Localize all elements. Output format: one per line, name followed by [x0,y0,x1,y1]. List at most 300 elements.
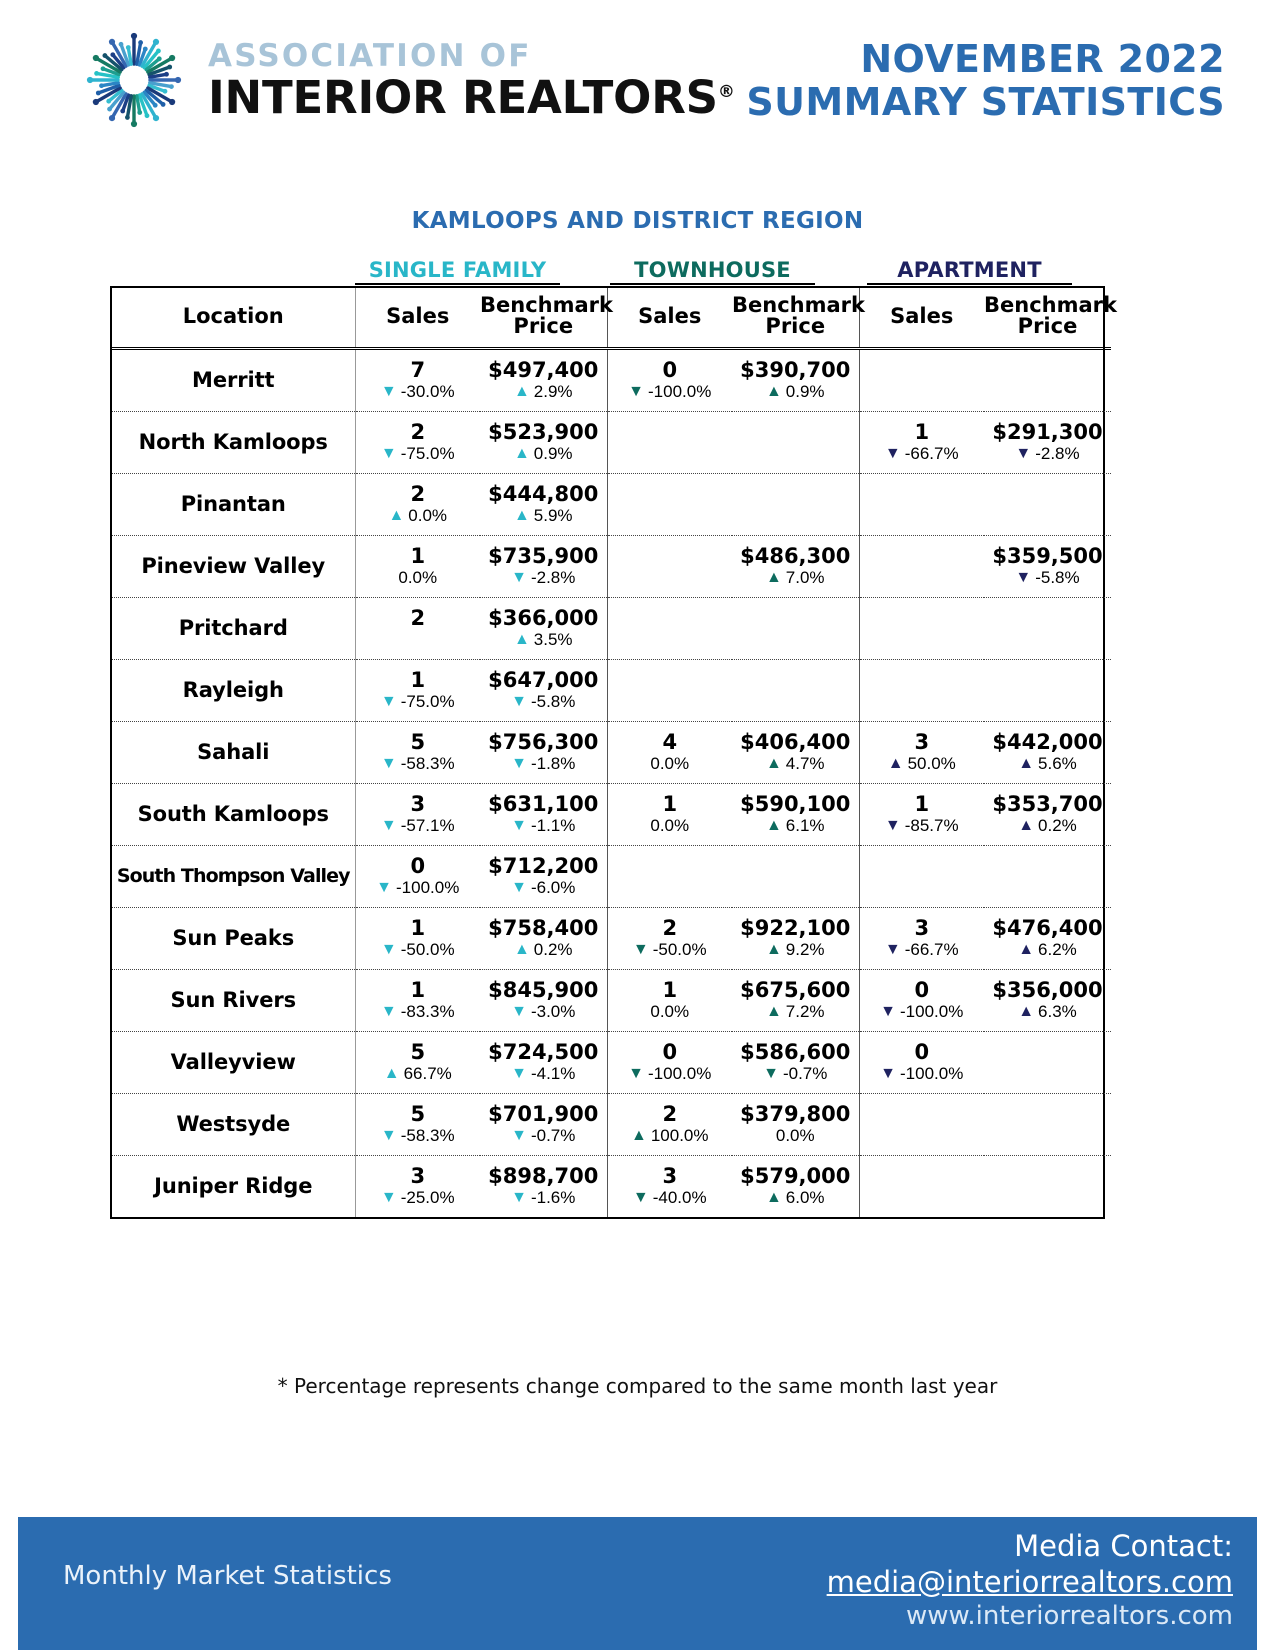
ap-sales-change-text: -66.7% [904,940,959,960]
cell-ap-sales [859,535,984,597]
cell-ap-benchmark [984,907,1111,969]
arrow-down-icon: ▼ [884,941,901,959]
cell-ap-sales [859,473,984,535]
th-benchmark-change-text: 0.9% [785,382,825,402]
cell-th-benchmark [732,907,859,969]
th-sales-change-text: 0.0% [650,754,690,774]
table-row [112,597,1111,659]
footer-bar [18,1517,1257,1650]
sf-sales-change [398,569,437,587]
th-sales-change-text: -50.0% [652,940,707,960]
statistics-table [110,286,1117,1219]
ap-sales-change [885,941,959,959]
th-sales-change [650,755,689,773]
ap-benchmark-change-text: 5.6% [1038,754,1077,774]
arrow-down-icon: ▼ [884,445,901,463]
arrow-down-icon: ▼ [880,1065,896,1083]
cell-sf-sales [355,969,480,1031]
sf-sales-value: 5 [410,1040,426,1065]
th-benchmark-value: $486,300 [740,544,851,569]
cell-sf-sales [355,473,480,535]
sf-sales-change [376,879,459,897]
th-benchmark-change-text: 7.0% [785,568,825,588]
footer-contact-block [827,1529,1233,1632]
sf-sales-change [381,383,455,401]
sf-benchmark-value: $712,200 [488,854,599,879]
sf-sales-value: 2 [410,605,426,630]
cell-th-benchmark [732,473,859,535]
th-sales-value: 4 [662,730,678,755]
table-row [112,1031,1111,1093]
cell-ap-benchmark [984,721,1111,783]
cell-ap-benchmark [984,783,1111,845]
cell-sf-benchmark [480,411,607,473]
arrow-down-icon: ▼ [511,755,527,773]
group-label-single-family: SINGLE FAMILY [355,258,560,285]
ap-benchmark-change [1015,445,1079,463]
cell-sf-benchmark [480,473,607,535]
th-benchmark-value: $675,600 [740,978,851,1003]
ap-benchmark-change-text: 0.2% [1038,816,1077,836]
ap-benchmark-change-text: 6.3% [1038,1002,1077,1022]
th-benchmark-value: $586,600 [740,1040,851,1065]
th-sales-value: 0 [662,358,678,383]
cell-ap-benchmark [984,411,1111,473]
ap-benchmark-value: $291,300 [992,420,1103,445]
sf-benchmark-change [511,1127,575,1145]
table-header-row [112,288,1111,348]
cell-sf-sales [355,411,480,473]
th-sales-change-text: -40.0% [652,1188,707,1208]
sf-sales-change [381,445,455,463]
ap-benchmark-value: $356,000 [992,978,1103,1003]
cell-sf-benchmark [480,907,607,969]
ap-sales-change [888,755,956,773]
th-sales-change [650,1003,689,1021]
table-row [112,411,1111,473]
sf-sales-change [381,693,455,711]
sf-sales-change-text: -75.0% [400,692,455,712]
arrow-down-icon: ▼ [880,1003,896,1021]
cell-ap-sales [859,783,984,845]
arrow-down-icon: ▼ [628,383,644,401]
th-sales-change-text: 0.0% [650,1002,690,1022]
cell-th-sales [607,907,732,969]
sf-benchmark-change-text: 3.5% [533,630,573,650]
arrow-up-icon: ▲ [1018,755,1035,773]
cell-ap-sales [859,411,984,473]
ap-sales-change [880,1003,963,1021]
sf-sales-value: 1 [410,978,426,1003]
th-benchmark-change [766,569,825,587]
th-benchmark-value: $922,100 [740,916,851,941]
sf-sales-change-text: -58.3% [400,754,455,774]
table-row [112,969,1111,1031]
cell-sf-benchmark [480,535,607,597]
arrow-down-icon: ▼ [380,1189,397,1207]
cell-th-sales [607,845,732,907]
cell-ap-benchmark [984,597,1111,659]
cell-ap-sales [859,845,984,907]
th-sales-value: 3 [662,1164,678,1189]
sf-sales-change-text: -25.0% [400,1188,455,1208]
arrow-up-icon: ▲ [765,941,782,959]
location-name: South Kamloops [112,783,355,845]
table-row [112,348,1111,411]
location-name: Juniper Ridge [154,1174,313,1199]
sf-benchmark-change-text: 0.2% [533,940,573,960]
cell-sf-benchmark [480,1093,607,1155]
th-benchmark-change [776,1127,815,1145]
ap-benchmark-change-text: 6.2% [1038,940,1077,960]
cell-sf-benchmark [480,845,607,907]
th-sales-value: 2 [662,916,678,941]
sf-benchmark-value: $758,400 [488,916,599,941]
arrow-up-icon: ▲ [887,755,904,773]
report-subtitle: SUMMARY STATISTICS [746,79,1225,124]
sf-benchmark-value: $898,700 [488,1164,599,1189]
table-row [112,659,1111,721]
th-benchmark-change-text: 9.2% [785,940,825,960]
cell-ap-benchmark [984,845,1111,907]
sf-sales-change-text: -30.0% [400,382,455,402]
cell-th-sales [607,1093,732,1155]
registered-trademark-icon: ® [717,81,735,102]
sf-sales-change [381,941,455,959]
sf-benchmark-change [511,817,575,835]
arrow-down-icon: ▼ [380,817,397,835]
cell-sf-sales [355,845,480,907]
cell-sf-benchmark [480,659,607,721]
table-row [112,721,1111,783]
arrow-down-icon: ▼ [511,1127,527,1145]
cell-sf-benchmark [480,721,607,783]
report-month-year: NOVEMBER 2022 [860,37,1225,81]
th-sales-change-text: 100.0% [650,1126,709,1146]
sf-sales-change-text: -75.0% [400,444,455,464]
cell-th-sales [607,597,732,659]
sf-benchmark-change [511,569,575,587]
group-label-townhouse: TOWNHOUSE [610,258,815,285]
cell-th-benchmark [732,969,859,1031]
ap-benchmark-value: $353,700 [992,792,1103,817]
cell-ap-benchmark [984,969,1111,1031]
cell-th-benchmark [732,721,859,783]
sf-benchmark-value: $366,000 [488,606,599,631]
ap-sales-value: 0 [914,1040,930,1065]
cell-ap-sales [859,659,984,721]
location-name: Merritt [112,348,355,411]
arrow-down-icon: ▼ [511,1189,527,1207]
th-sales-value: 2 [662,1102,678,1127]
sf-benchmark-value: $631,100 [488,792,599,817]
arrow-up-icon: ▲ [513,631,530,649]
sf-benchmark-value: $497,400 [488,358,599,383]
th-benchmark-change [766,1003,825,1021]
sf-sales-change [388,507,447,525]
cell-ap-benchmark [984,1155,1111,1217]
arrow-down-icon: ▼ [632,941,649,959]
cell-th-benchmark [732,535,859,597]
sf-benchmark-change-text: -2.8% [530,568,576,588]
arrow-down-icon: ▼ [763,1065,779,1083]
arrow-down-icon: ▼ [628,1065,644,1083]
sf-sales-change-text: -100.0% [396,878,460,898]
arrow-up-icon: ▲ [1018,941,1035,959]
th-benchmark-value: $579,000 [740,1164,851,1189]
sf-sales-change [381,1189,455,1207]
ap-sales-change [885,445,959,463]
arrow-up-icon: ▲ [765,755,782,773]
ap-sales-value: 0 [914,978,930,1003]
column-group-labels [110,258,1105,284]
arrow-down-icon: ▼ [511,693,527,711]
cell-sf-sales [355,659,480,721]
location-name: Valleyview [112,1031,355,1093]
sf-benchmark-value: $724,500 [488,1040,599,1065]
cell-th-sales [607,721,732,783]
sf-benchmark-change [514,445,573,463]
th-benchmark-change-text: 4.7% [785,754,825,774]
cell-th-benchmark [732,845,859,907]
cell-sf-sales [355,597,480,659]
th-benchmark-change [766,1189,825,1207]
brand-wordmark [208,37,735,124]
cell-sf-sales [355,721,480,783]
arrow-down-icon: ▼ [511,817,527,835]
ap-benchmark-change [1018,1003,1077,1021]
sf-sales-change [381,1127,455,1145]
sf-sales-value: 2 [410,482,426,507]
th-benchmark-change [766,817,825,835]
column-header-sf-sales: Sales [355,288,480,348]
column-header-th-sales: Sales [607,288,732,348]
cell-sf-benchmark [480,1155,607,1217]
sf-benchmark-change-text: 5.9% [533,506,573,526]
sf-benchmark-change-text: -3.0% [530,1002,576,1022]
cell-ap-sales [859,721,984,783]
cell-sf-sales [355,783,480,845]
arrow-up-icon: ▲ [388,507,405,525]
cell-th-sales [607,1031,732,1093]
sf-benchmark-change-text: -1.8% [530,754,576,774]
sf-sales-change-text: 66.7% [403,1064,452,1084]
th-benchmark-value: $379,800 [740,1102,851,1127]
sf-benchmark-change [511,1003,575,1021]
ap-benchmark-change [1018,941,1077,959]
sf-benchmark-change [511,693,575,711]
location-name: Sun Peaks [112,907,355,969]
sf-sales-change-text: -57.1% [400,816,455,836]
cell-ap-benchmark [984,1031,1111,1093]
th-sales-value: 1 [662,978,678,1003]
arrow-down-icon: ▼ [511,569,527,587]
ap-benchmark-value: $442,000 [992,730,1103,755]
sf-sales-value: 5 [410,1102,426,1127]
column-header-ap-sales: Sales [859,288,984,348]
arrow-up-icon: ▲ [513,941,530,959]
arrow-down-icon: ▼ [884,817,901,835]
th-benchmark-change [766,941,825,959]
ap-benchmark-change [1015,569,1079,587]
location-name: Pinantan [112,473,355,535]
ap-sales-value: 3 [914,916,930,941]
footer-left-label: Monthly Market Statistics [63,1561,392,1591]
th-sales-change [628,383,711,401]
th-benchmark-change-text: 6.1% [785,816,825,836]
sf-sales-value: 1 [410,544,426,569]
column-header-th-benchmark: Benchmark Price [732,288,859,348]
cell-ap-sales [859,348,984,411]
th-benchmark-change-text: 7.2% [785,1002,825,1022]
cell-th-sales [607,473,732,535]
arrow-down-icon: ▼ [511,879,527,897]
sf-sales-value: 7 [410,358,426,383]
th-benchmark-change [763,1065,827,1083]
sf-sales-change-text: -58.3% [400,1126,455,1146]
sf-benchmark-change-text: -0.7% [530,1126,576,1146]
cell-sf-sales [355,1031,480,1093]
ap-benchmark-change [1018,817,1077,835]
sf-sales-change [381,817,455,835]
arrow-down-icon: ▼ [632,1189,649,1207]
sf-benchmark-value: $647,000 [488,668,599,693]
sf-benchmark-change [511,1065,575,1083]
cell-ap-benchmark [984,1093,1111,1155]
arrow-down-icon: ▼ [380,1127,397,1145]
cell-ap-sales [859,1031,984,1093]
th-benchmark-change-text: 0.0% [775,1126,815,1146]
cell-sf-sales [355,535,480,597]
cell-ap-sales [859,597,984,659]
ap-benchmark-change-text: -2.8% [1035,444,1080,464]
sf-sales-change [381,755,455,773]
th-benchmark-change [766,755,825,773]
table-row [112,907,1111,969]
arrow-up-icon: ▲ [1018,817,1035,835]
cell-sf-benchmark [480,597,607,659]
ap-benchmark-value: $476,400 [992,916,1103,941]
arrow-down-icon: ▼ [380,693,397,711]
sf-sales-change-text: -50.0% [400,940,455,960]
cell-sf-sales [355,907,480,969]
ap-sales-change-text: -66.7% [904,444,959,464]
brand-line-interior-realtors: INTERIOR REALTORS® [208,70,735,124]
page-header [0,0,1275,160]
table-row [112,845,1111,907]
sf-benchmark-change-text: -6.0% [530,878,576,898]
sf-benchmark-change [511,879,575,897]
media-email-link[interactable]: media@interiorrealtors.com [826,1565,1233,1600]
sf-sales-change-text: 0.0% [408,506,448,526]
arrow-up-icon: ▲ [513,445,530,463]
sf-benchmark-value: $756,300 [488,730,599,755]
sf-benchmark-value: $735,900 [488,544,599,569]
cell-sf-benchmark [480,348,607,411]
sf-benchmark-change-text: -1.6% [530,1188,576,1208]
sf-benchmark-change [514,383,573,401]
cell-sf-sales [355,348,480,411]
th-benchmark-value: $390,700 [740,358,851,383]
th-benchmark-change-text: -0.7% [782,1064,828,1084]
th-benchmark-value: $406,400 [740,730,851,755]
th-sales-change [633,941,707,959]
sf-benchmark-change-text: -4.1% [530,1064,576,1084]
sf-benchmark-change [514,507,573,525]
arrow-down-icon: ▼ [511,1065,527,1083]
table-row [112,473,1111,535]
sf-sales-value: 5 [410,730,426,755]
ap-sales-change-text: -100.0% [900,1064,964,1084]
column-header-sf-benchmark: Benchmark Price [480,288,607,348]
cell-th-benchmark [732,1031,859,1093]
arrow-down-icon: ▼ [1015,569,1032,587]
cell-sf-benchmark [480,969,607,1031]
sf-benchmark-change-text: -1.1% [530,816,576,836]
sf-benchmark-change-text: 0.9% [533,444,573,464]
brand-line-association-of: ASSOCIATION OF [208,37,532,74]
ap-sales-value: 1 [914,420,930,445]
cell-sf-benchmark [480,783,607,845]
sf-benchmark-change [511,1189,575,1207]
ap-sales-change-text: 50.0% [907,754,956,774]
cell-sf-benchmark [480,1031,607,1093]
cell-th-sales [607,783,732,845]
cell-sf-sales [355,1093,480,1155]
arrow-up-icon: ▲ [765,1189,782,1207]
ap-sales-value: 1 [914,792,930,817]
th-sales-change [650,817,689,835]
arrow-up-icon: ▲ [383,1065,400,1083]
table-body [112,348,1111,1217]
region-title: KAMLOOPS AND DISTRICT REGION [411,208,864,234]
location-name: Pineview Valley [112,535,355,597]
group-label-apartment: APARTMENT [867,258,1072,285]
ap-sales-change [885,817,959,835]
sf-benchmark-value: $444,800 [488,482,599,507]
cell-ap-benchmark [984,348,1111,411]
table-row [112,1093,1111,1155]
location-name: Sahali [112,721,355,783]
location-name: Rayleigh [112,659,355,721]
arrow-up-icon: ▲ [765,1003,782,1021]
sf-sales-value: 3 [410,792,426,817]
sf-benchmark-change-text: -5.8% [530,692,576,712]
arrow-up-icon: ▲ [765,569,782,587]
sf-sales-value: 1 [410,916,426,941]
sf-sales-change-text: -83.3% [400,1002,455,1022]
th-benchmark-change-text: 6.0% [785,1188,825,1208]
th-sales-change [633,1189,707,1207]
ap-sales-change [880,1065,963,1083]
cell-th-sales [607,659,732,721]
location-name: Sun Rivers [112,969,355,1031]
arrow-down-icon: ▼ [376,879,392,897]
cell-ap-sales [859,1093,984,1155]
cell-sf-sales [355,1155,480,1217]
sf-benchmark-value: $523,900 [488,420,599,445]
sunburst-logo-icon [78,24,190,136]
website-url[interactable]: www.interiorrealtors.com [905,1601,1233,1632]
ap-sales-value: 3 [914,730,930,755]
table-row [112,535,1111,597]
cell-ap-benchmark [984,659,1111,721]
arrow-down-icon: ▼ [1015,445,1032,463]
sf-benchmark-change [514,941,573,959]
cell-ap-sales [859,969,984,1031]
cell-th-sales [607,535,732,597]
cell-th-benchmark [732,597,859,659]
